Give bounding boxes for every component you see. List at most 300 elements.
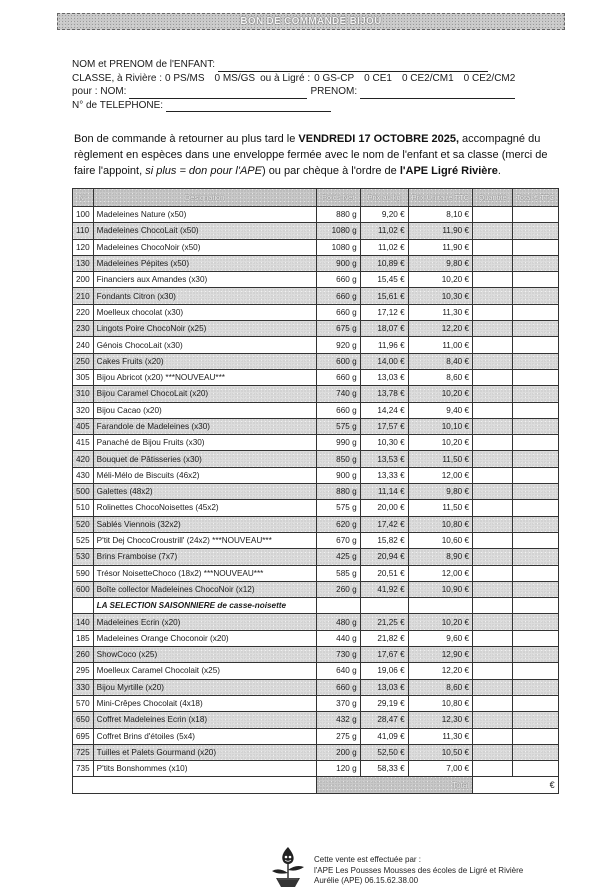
unit-price-cell: 12,20 € [408,663,472,679]
weight-cell: 432 g [316,712,360,728]
price-kg-cell: 21,25 € [360,614,408,630]
line-total-cell [513,353,559,369]
weight-cell: 1080 g [316,223,360,239]
notice-text: . [497,165,501,177]
unit-price-cell: 10,20 € [408,272,472,288]
unit-price-cell: 10,90 € [408,581,472,597]
quantity-input[interactable] [473,744,513,760]
code-cell: 200 [73,272,94,288]
child-info-form [72,58,572,112]
code-cell: 120 [73,239,94,255]
weight-cell: 260 g [316,581,360,597]
designation-cell: Galettes (48x2) [93,484,316,500]
code-cell: 230 [73,321,94,337]
weight-cell: 990 g [316,435,360,451]
payee: l'APE Ligré Rivière [399,165,498,177]
weight-cell: 275 g [316,728,360,744]
code-cell: 210 [73,288,94,304]
line-total-cell [513,418,559,434]
designation-cell: P'tit Dej ChocoCroustrill' (24x2) ***NOUVEAU*** [93,532,316,548]
code-cell: 140 [73,614,94,630]
weight-cell: 370 g [316,695,360,711]
designation-cell: Moelleux Caramel Chocolait (x25) [93,663,316,679]
quantity-input[interactable] [473,467,513,483]
quantity-input[interactable] [473,353,513,369]
table-row [73,386,559,402]
unit-price-cell: 11,50 € [408,451,472,467]
weight-cell: 670 g [316,532,360,548]
table-row [73,761,559,777]
weight-cell: 880 g [316,484,360,500]
designation-cell: Madeleines Nature (x50) [93,207,316,223]
col-header-price-kg: Prix au kg [360,189,408,207]
price-kg-cell: 10,30 € [360,435,408,451]
child-name-field[interactable] [218,61,488,72]
quantity-input[interactable] [473,500,513,516]
unit-price-cell: 11,50 € [408,500,472,516]
col-header-code: N° [73,189,94,207]
quantity-input[interactable] [473,386,513,402]
designation-cell: Madeleines Orange Choconoir (x20) [93,630,316,646]
unit-price-cell: 11,90 € [408,239,472,255]
line-total-cell [513,549,559,565]
price-kg-cell: 18,07 € [360,321,408,337]
line-total-cell [513,272,559,288]
designation-cell: Cakes Fruits (x20) [93,353,316,369]
quantity-input[interactable] [473,272,513,288]
donation-note: si plus = don pour l'APE [145,165,262,177]
line-total-cell [513,435,559,451]
weight-cell: 600 g [316,353,360,369]
unit-price-cell: 9,80 € [408,255,472,271]
table-row [73,272,559,288]
price-kg-cell: 20,94 € [360,549,408,565]
weight-cell: 660 g [316,679,360,695]
designation-cell: Madeleines Ecrin (x20) [93,614,316,630]
price-kg-cell: 9,20 € [360,207,408,223]
price-kg-cell: 21,82 € [360,630,408,646]
line-total-cell [513,728,559,744]
quantity-input[interactable] [473,451,513,467]
weight-cell: 660 g [316,272,360,288]
designation-cell: Trésor NoisetteChoco (18x2) ***NOUVEAU*** [93,565,316,581]
designation-cell: Sablés Viennois (32x2) [93,516,316,532]
code-cell: 430 [73,467,94,483]
first-name-field[interactable] [360,88,515,99]
parent-name-line [72,85,572,99]
class-option-ce2-cm2[interactable]: 0 CE2/CM2 [463,72,516,84]
unit-price-cell: 12,00 € [408,565,472,581]
quantity-input[interactable] [473,484,513,500]
designation-cell: Panaché de Bijou Fruits (x30) [93,435,316,451]
designation-cell: Bijou Caramel ChocoLait (x20) [93,386,316,402]
price-kg-cell: 10,89 € [360,255,408,271]
line-total-cell [513,565,559,581]
designation-cell: Lingots Poire ChocoNoir (x25) [93,321,316,337]
unit-price-cell: 8,90 € [408,549,472,565]
table-row [73,532,559,548]
weight-cell: 850 g [316,451,360,467]
weight-cell: 920 g [316,337,360,353]
col-header-unit-price: Prix Unitaire TTC [408,189,472,207]
empty-cell [473,598,513,614]
unit-price-cell: 12,30 € [408,712,472,728]
designation-cell: Farandole de Madeleines (x30) [93,418,316,434]
price-kg-cell: 58,33 € [360,761,408,777]
weight-cell: 200 g [316,744,360,760]
phone-field[interactable] [166,101,331,112]
price-kg-cell: 19,06 € [360,663,408,679]
code-cell: 415 [73,435,94,451]
designation-cell: Bijou Myrtille (x20) [93,679,316,695]
table-row [73,207,559,223]
weight-cell: 575 g [316,418,360,434]
unit-price-cell: 9,80 € [408,484,472,500]
quantity-input[interactable] [473,712,513,728]
unit-price-cell: 10,60 € [408,532,472,548]
unit-price-cell: 10,30 € [408,288,472,304]
quantity-input[interactable] [473,695,513,711]
weight-cell: 660 g [316,304,360,320]
code-cell: 260 [73,647,94,663]
table-row [73,581,559,597]
table-row [73,337,559,353]
designation-cell: Tuilles et Palets Gourmand (x20) [93,744,316,760]
price-kg-cell: 11,96 € [360,337,408,353]
unit-price-cell: 10,80 € [408,695,472,711]
line-total-cell [513,761,559,777]
code-cell: 320 [73,402,94,418]
code-cell: 130 [73,255,94,271]
quantity-input[interactable] [473,239,513,255]
quantity-input[interactable] [473,223,513,239]
line-total-cell [513,451,559,467]
weight-cell: 640 g [316,663,360,679]
quantity-input[interactable] [473,418,513,434]
unit-price-cell: 10,80 € [408,516,472,532]
footer-line-3: Aurélie (APE) 06.15.62.38.00 [314,876,419,885]
line-total-cell [513,223,559,239]
line-total-cell [513,679,559,695]
price-kg-cell: 52,50 € [360,744,408,760]
return-instructions [74,131,554,179]
code-cell: 100 [73,207,94,223]
phone-line [72,99,572,113]
grand-total-field[interactable]: € [473,777,559,793]
price-kg-cell: 17,12 € [360,304,408,320]
code-cell: 510 [73,500,94,516]
empty-cell [73,777,317,793]
code-cell: 250 [73,353,94,369]
code-cell: 525 [73,532,94,548]
last-name-field[interactable] [129,88,307,99]
weight-cell: 660 g [316,402,360,418]
code-cell: 185 [73,630,94,646]
line-total-cell [513,207,559,223]
price-kg-cell: 11,02 € [360,239,408,255]
unit-price-cell: 11,90 € [408,223,472,239]
code-cell: 220 [73,304,94,320]
quantity-input[interactable] [473,321,513,337]
document-title-banner [57,13,565,30]
order-table [72,188,559,794]
table-row [73,565,559,581]
designation-cell: Financiers aux Amandes (x30) [93,272,316,288]
table-row [73,484,559,500]
quantity-input[interactable] [473,647,513,663]
footer-credits [314,855,523,887]
price-kg-cell: 17,67 € [360,647,408,663]
price-kg-cell: 13,03 € [360,679,408,695]
weight-cell: 900 g [316,467,360,483]
line-total-cell [513,744,559,760]
total-label: Total [316,777,472,793]
empty-cell [360,598,408,614]
line-total-cell [513,467,559,483]
unit-price-cell: 10,20 € [408,614,472,630]
line-total-cell [513,516,559,532]
footer-line-2: l'APE Les Pousses Mousses des écoles de Ligré et Rivière [314,865,524,875]
line-total-cell [513,663,559,679]
weight-cell: 660 g [316,288,360,304]
price-kg-cell: 13,53 € [360,451,408,467]
unit-price-cell: 8,60 € [408,369,472,385]
table-row [73,369,559,385]
quantity-input[interactable] [473,549,513,565]
empty-cell [513,598,559,614]
code-cell: 590 [73,565,94,581]
table-header-row [73,189,559,207]
document-title: BON DE COMMANDE BIJOU [240,16,382,27]
section-code-cell [73,598,94,614]
weight-cell: 480 g [316,614,360,630]
col-header-designation: Désignation [93,189,316,207]
price-kg-cell: 14,24 € [360,402,408,418]
line-total-cell [513,532,559,548]
unit-price-cell: 8,10 € [408,207,472,223]
table-row [73,712,559,728]
quantity-input[interactable] [473,679,513,695]
table-row [73,451,559,467]
designation-cell: Boîte collector Madeleines ChocoNoir (x12) [93,581,316,597]
section-row [73,598,559,614]
line-total-cell [513,239,559,255]
table-row [73,255,559,271]
table-row [73,223,559,239]
unit-price-cell: 10,20 € [408,435,472,451]
price-kg-cell: 13,03 € [360,369,408,385]
quantity-input[interactable] [473,435,513,451]
designation-cell: Moelleux chocolat (x30) [93,304,316,320]
price-kg-cell: 13,33 € [360,467,408,483]
phone-label: N° de TELEPHONE: [72,99,164,111]
code-cell: 240 [73,337,94,353]
class-option-ps-ms[interactable]: 0 PS/MS [165,72,205,84]
line-total-cell [513,288,559,304]
table-row [73,304,559,320]
weight-cell: 1080 g [316,239,360,255]
weight-cell: 425 g [316,549,360,565]
unit-price-cell: 12,90 € [408,647,472,663]
quantity-input[interactable] [473,614,513,630]
table-row [73,679,559,695]
col-header-quantity: Quantité [473,189,513,207]
quantity-input[interactable] [473,516,513,532]
quantity-input[interactable] [473,288,513,304]
quantity-input[interactable] [473,207,513,223]
class-option-ce2-cm1[interactable]: 0 CE2/CM1 [401,72,454,84]
section-title: LA SELECTION SAISONNIERE de casse-noisette [93,598,316,614]
unit-price-cell: 9,60 € [408,630,472,646]
quantity-input[interactable] [473,369,513,385]
line-total-cell [513,581,559,597]
notice-text: Bon de commande à retourner au plus tard le [74,133,299,145]
designation-cell: Brins Framboise (7x7) [93,549,316,565]
code-cell: 725 [73,744,94,760]
code-cell: 295 [73,663,94,679]
quantity-input[interactable] [473,255,513,271]
code-cell: 530 [73,549,94,565]
child-name-label: NOM et PRENOM de l'ENFANT: [72,59,216,70]
quantity-input[interactable] [473,761,513,777]
code-cell: 735 [73,761,94,777]
code-cell: 570 [73,695,94,711]
code-cell: 500 [73,484,94,500]
unit-price-cell: 9,40 € [408,402,472,418]
line-total-cell [513,255,559,271]
code-cell: 650 [73,712,94,728]
unit-price-cell: 12,00 € [408,467,472,483]
empty-cell [408,598,472,614]
table-row [73,663,559,679]
designation-cell: Rolinettes ChocoNoisettes (45x2) [93,500,316,516]
price-kg-cell: 15,61 € [360,288,408,304]
class-label: CLASSE, à Rivière : [72,72,163,84]
table-row [73,288,559,304]
price-kg-cell: 20,00 € [360,500,408,516]
weight-cell: 120 g [316,761,360,777]
designation-cell: P'tits Bonshommes (x10) [93,761,316,777]
unit-price-cell: 12,20 € [408,321,472,337]
footer-line-1: Cette vente est effectuée par : [314,855,422,864]
code-cell: 110 [73,223,94,239]
notice-text: accompagné du règlement en espèces dans une enveloppe fermée avec le nom de l'enfant et sa classe (merci de faire l'appoint, [74,133,548,177]
class-line [72,72,572,86]
col-header-total: Total € TTC [513,189,559,207]
quantity-input[interactable] [473,581,513,597]
table-row [73,239,559,255]
designation-cell: Madeleines ChocoLait (x50) [93,223,316,239]
table-row [73,695,559,711]
quantity-input[interactable] [473,663,513,679]
class-option-gs-cp[interactable]: 0 GS-CP [314,72,355,84]
first-name-label: PRENOM: [310,86,358,97]
quantity-input[interactable] [473,337,513,353]
code-cell: 520 [73,516,94,532]
total-row [73,777,559,793]
weight-cell: 660 g [316,369,360,385]
code-cell: 330 [73,679,94,695]
price-kg-cell: 17,42 € [360,516,408,532]
line-total-cell [513,321,559,337]
line-total-cell [513,500,559,516]
line-total-cell [513,614,559,630]
table-row [73,500,559,516]
designation-cell: Coffret Madeleines Ecrin (x18) [93,712,316,728]
designation-cell: Bijou Cacao (x20) [93,402,316,418]
quantity-input[interactable] [473,304,513,320]
designation-cell: Coffret Brins d'étoiles (5x4) [93,728,316,744]
class-option-ms-gs[interactable]: 0 MS/GS [214,72,256,84]
code-cell: 305 [73,369,94,385]
line-total-cell [513,304,559,320]
line-total-cell [513,647,559,663]
price-kg-cell: 15,82 € [360,532,408,548]
line-total-cell [513,695,559,711]
weight-cell: 740 g [316,386,360,402]
weight-cell: 575 g [316,500,360,516]
table-row [73,402,559,418]
line-total-cell [513,484,559,500]
notice-text: ) ou par chèque à l'ordre de [261,165,400,177]
line-total-cell [513,386,559,402]
last-name-label: pour : NOM: [72,86,127,97]
designation-cell: Madeleines Pépites (x50) [93,255,316,271]
empty-cell [316,598,360,614]
price-kg-cell: 41,09 € [360,728,408,744]
unit-price-cell: 8,60 € [408,679,472,695]
price-kg-cell: 20,51 € [360,565,408,581]
unit-price-cell: 10,50 € [408,744,472,760]
quantity-input[interactable] [473,728,513,744]
code-cell: 420 [73,451,94,467]
child-name-line [72,58,572,72]
unit-price-cell: 10,20 € [408,386,472,402]
price-kg-cell: 15,45 € [360,272,408,288]
table-row [73,630,559,646]
class-ligre-label: ou à Ligré : [260,72,311,84]
code-cell: 600 [73,581,94,597]
quantity-input[interactable] [473,532,513,548]
weight-cell: 900 g [316,255,360,271]
unit-price-cell: 10,10 € [408,418,472,434]
sprout-pot-logo-icon [263,843,313,889]
table-row [73,744,559,760]
price-kg-cell: 14,00 € [360,353,408,369]
table-row [73,353,559,369]
price-kg-cell: 13,78 € [360,386,408,402]
table-row [73,467,559,483]
quantity-input[interactable] [473,402,513,418]
designation-cell: Bouquet de Pâtisseries (x30) [93,451,316,467]
designation-cell: Madeleines ChocoNoir (x50) [93,239,316,255]
quantity-input[interactable] [473,565,513,581]
table-row [73,728,559,744]
weight-cell: 620 g [316,516,360,532]
line-total-cell [513,337,559,353]
code-cell: 310 [73,386,94,402]
table-row [73,516,559,532]
class-option-ce1[interactable]: 0 CE1 [364,72,392,84]
unit-price-cell: 11,30 € [408,304,472,320]
designation-cell: ShowCoco (x25) [93,647,316,663]
price-kg-cell: 41,92 € [360,581,408,597]
designation-cell: Mini-Crêpes Chocolait (4x18) [93,695,316,711]
weight-cell: 730 g [316,647,360,663]
unit-price-cell: 8,40 € [408,353,472,369]
line-total-cell [513,402,559,418]
quantity-input[interactable] [473,630,513,646]
